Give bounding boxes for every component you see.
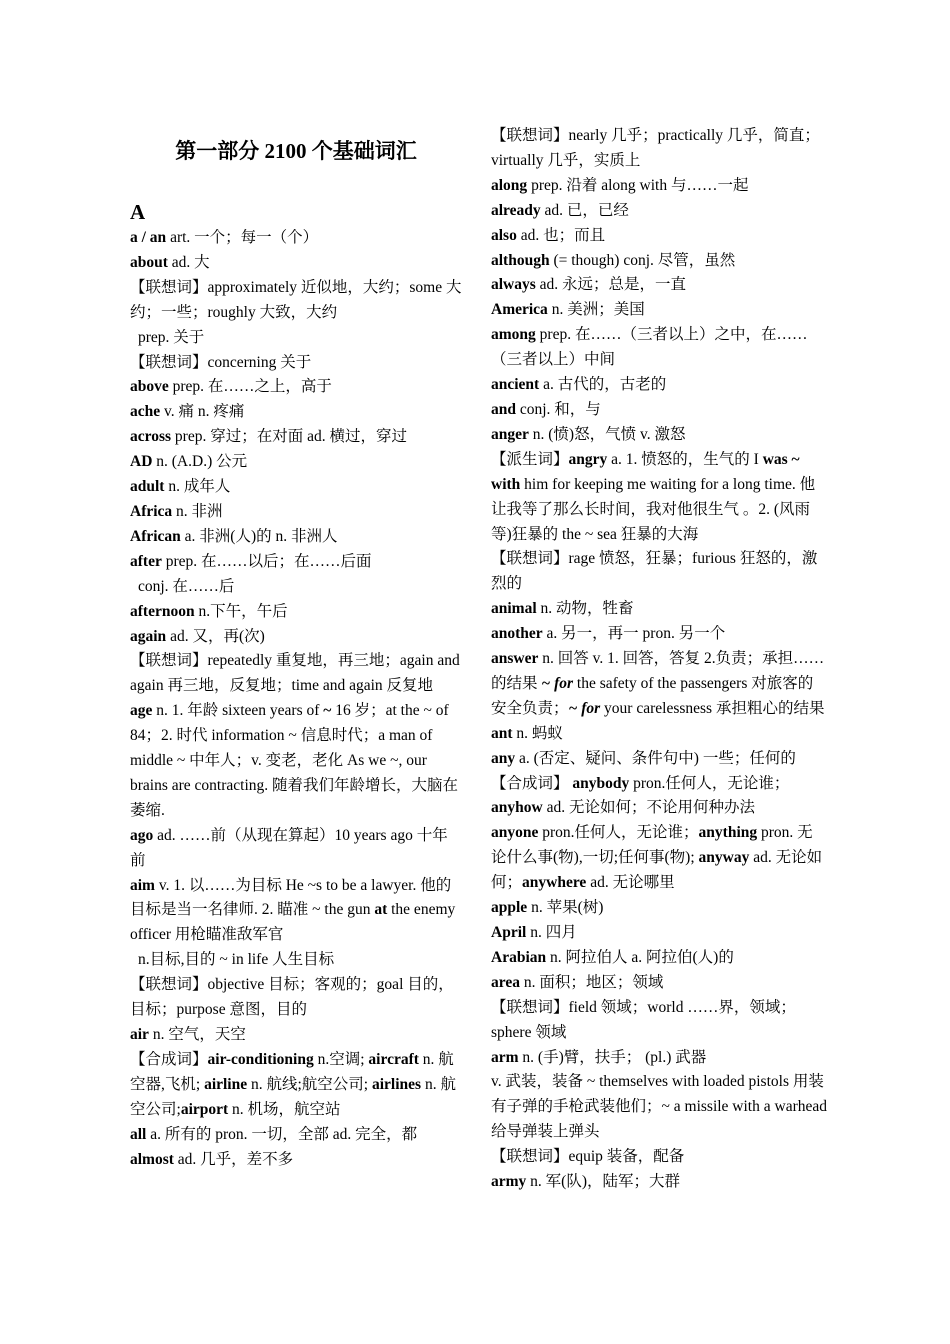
- entry-text: a. 古代的，古老的: [539, 376, 667, 394]
- dictionary-entry: [130, 400, 462, 425]
- dictionary-entry: [130, 973, 462, 1023]
- entry-text: 16 岁；at the ~ of 84；2. 时代 information ~ 信息时代；a man of middle ~ 中年人；v. 变老，老化 As we ~, our brains are contracting. 随着我们年龄增长，大脑在萎缩.: [130, 702, 459, 819]
- dictionary-entry: [130, 500, 462, 525]
- dictionary-entry: [491, 174, 827, 199]
- dictionary-entry: [491, 772, 827, 822]
- dictionary-entry: [491, 1145, 827, 1170]
- entry-text: 【合成词】: [491, 774, 573, 792]
- entry-text: n. 军(队)，陆军；大群: [526, 1173, 680, 1191]
- headword: arm: [491, 1048, 519, 1066]
- headword: again: [130, 627, 167, 645]
- headword: across: [130, 428, 172, 446]
- headword: ancient: [491, 376, 540, 394]
- entry-text: 【合成词】: [130, 1050, 208, 1068]
- entry-text: 【联想词】concerning 关于: [130, 353, 312, 371]
- entry-text: n. (A.D.) 公元: [152, 453, 248, 471]
- entry-text: a. 非洲(人)的 n. 非洲人: [180, 527, 338, 545]
- dictionary-entry: [130, 874, 462, 949]
- entry-text: ad. 几乎，差不多: [173, 1150, 294, 1168]
- headword: area: [491, 973, 520, 991]
- dictionary-entry: [130, 375, 462, 400]
- entry-text: 【联想词】equip 装备，配备: [491, 1148, 685, 1166]
- dictionary-entry: [491, 249, 827, 274]
- headword: among: [491, 326, 536, 344]
- dictionary-entry: [130, 1148, 462, 1173]
- dictionary-entry: [491, 622, 827, 647]
- dictionary-entry: [130, 824, 462, 874]
- headword: air: [130, 1026, 149, 1043]
- headword: anybody: [572, 774, 630, 792]
- headword: afternoon: [130, 602, 195, 620]
- entry-text: (= though) conj. 尽管，虽然: [549, 251, 736, 269]
- dictionary-entry: [130, 948, 462, 973]
- headword: angry: [568, 450, 608, 468]
- headword: anyway: [698, 849, 750, 867]
- entry-text: ad. 无论如何；不论用何种办法: [542, 799, 755, 817]
- headword: almost: [130, 1150, 174, 1168]
- entry-text: n. 1. 年龄 sixteen years of: [152, 702, 324, 720]
- headword: all: [130, 1125, 147, 1143]
- entry-text: prep. 在……（三者以上）之中，在……（三者以上）中间: [491, 326, 808, 369]
- entry-text: the enemy officer 用枪瞄准敌军官: [130, 901, 456, 944]
- headword: airline: [204, 1075, 248, 1093]
- entry-text: prep. 沿着 along with 与……一起: [527, 176, 749, 194]
- headword: always: [491, 276, 536, 294]
- headword: apple: [491, 899, 528, 917]
- dictionary-entry: [491, 373, 827, 398]
- dictionary-entry: [491, 124, 827, 174]
- dictionary-entry: [130, 575, 462, 600]
- headword: at: [374, 901, 388, 919]
- entry-text: n. 航空公司;: [130, 1075, 456, 1118]
- dictionary-entry: [491, 1046, 827, 1071]
- entry-text: him for keeping me waiting for a long time. 他让我等了那么长时间，我对他很生气 。2. (风雨等)狂暴的 the ~ sea 狂暴的大海: [491, 475, 816, 543]
- dictionary-entry: [130, 550, 462, 575]
- entry-text: n. 回答 v. 1. 回答，答复 2.负责；承担……的结果: [491, 650, 825, 692]
- entry-text: prep. 关于: [138, 328, 205, 346]
- entry-text: n. (愤)怒，气愤 v. 激怒: [528, 425, 686, 443]
- headword: after: [130, 552, 162, 570]
- right-column: [491, 124, 827, 1195]
- dictionary-entry: [130, 1123, 462, 1148]
- dictionary-entry: [491, 423, 827, 448]
- headword: and: [491, 400, 516, 418]
- entry-text: ad. ……前（从现在算起）10 years ago 十年前: [130, 826, 448, 869]
- entry-text: v. 武装，装备 ~ themselves with loaded pistols 用装有子弹的手枪武装他们；~ a missile with a warhead 给导弹装上弹头: [491, 1073, 827, 1141]
- dictionary-entry: [130, 600, 462, 625]
- dictionary-entry: [491, 996, 827, 1046]
- dictionary-entry: [130, 475, 462, 500]
- dictionary-entry: [491, 647, 827, 722]
- headword: airport: [180, 1100, 229, 1118]
- headword: ~ for: [568, 699, 601, 717]
- headword: ache: [130, 403, 161, 421]
- entry-text: ad. 又，再(次): [166, 627, 265, 645]
- headword: along: [491, 176, 528, 194]
- entry-text: 【联想词】approximately 近似地，大约；some 大约；一些；roughly 大致，大约: [130, 278, 462, 321]
- entry-text: ad. 无论哪里: [586, 874, 675, 892]
- entry-text: the safety of the passengers 对旅客的安全负责；: [491, 674, 814, 717]
- headword: anyhow: [491, 799, 543, 817]
- dictionary-entry: [130, 351, 462, 376]
- dictionary-entry: [491, 1170, 827, 1195]
- entry-text: conj. 和，与: [516, 400, 601, 418]
- entry-text: 【联想词】field 领域；world ……界，领域；sphere 领域: [491, 998, 796, 1041]
- entry-text: 【派生词】: [491, 450, 569, 468]
- headword: about: [130, 253, 168, 271]
- entry-text: pron.任何人，无论谁；: [629, 774, 790, 792]
- dictionary-entry: [130, 425, 462, 450]
- dictionary-entry: [130, 1048, 462, 1123]
- headword: any: [491, 749, 516, 767]
- entry-text: ad. 大: [167, 253, 210, 271]
- headword: anger: [491, 425, 529, 443]
- entry-text: n. 四月: [526, 924, 577, 941]
- entry-text: your carelessness 承担粗心的结果: [600, 699, 825, 717]
- dictionary-entry: [491, 323, 827, 373]
- entry-text: v. 1. 以……为目标 He ~s to be a lawyer. 他的目标是当一名律师. 2. 瞄准 ~ the gun: [130, 876, 452, 919]
- headword: anyone: [491, 824, 539, 842]
- entry-text: prep. 在……之上，高于: [168, 378, 332, 396]
- dictionary-entry: [130, 699, 462, 824]
- dictionary-entry: [491, 224, 827, 249]
- entry-text: conj. 在……后: [138, 577, 235, 595]
- headword: African: [130, 527, 181, 545]
- entry-text: ad. 无论如何；: [491, 849, 823, 892]
- dictionary-entry: [130, 251, 462, 276]
- dictionary-entry: [491, 273, 827, 298]
- entry-text: n. 面积；地区；领域: [519, 973, 664, 991]
- dictionary-entry: [491, 722, 827, 747]
- entry-text: n. 航线;航空公司;: [247, 1075, 372, 1093]
- headword: also: [491, 226, 517, 244]
- entry-text: a. (否定、疑问、条件句中) 一些；任何的: [515, 749, 796, 767]
- dictionary-entry: [130, 450, 462, 475]
- headword: ~ for: [541, 674, 574, 692]
- entry-text: art. 一个；每一（个）: [166, 229, 319, 246]
- entry-text: ad. 永远；总是，一直: [535, 276, 687, 294]
- entry-text: n. 航空器,飞机;: [130, 1050, 454, 1093]
- entry-text: ad. 也；而且: [516, 226, 606, 244]
- dictionary-entry: [130, 649, 462, 699]
- entry-text: n. 非洲: [172, 502, 223, 520]
- entry-text: prep. 在……以后；在……后面: [161, 552, 372, 570]
- dictionary-entry: [491, 597, 827, 622]
- headword: was ~ with: [491, 450, 800, 493]
- headword: army: [491, 1173, 527, 1191]
- entry-text: n. 成年人: [164, 478, 231, 496]
- dictionary-entry: [491, 946, 827, 971]
- dictionary-entry: [130, 276, 462, 326]
- right-entry-list: [491, 124, 827, 1195]
- headword: air-conditioning: [207, 1050, 314, 1068]
- headword: already: [491, 201, 541, 219]
- entry-text: 【联想词】repeatedly 重复地，再三地；again and again 再三地，反复地；time and again 反复地: [130, 652, 460, 695]
- entry-text: v. 痛 n. 疼痛: [160, 403, 245, 421]
- headword: adult: [130, 478, 165, 496]
- entry-text: prep. 穿过；在对面 ad. 横过，穿过: [171, 428, 407, 446]
- headword: animal: [491, 600, 537, 618]
- entry-text: a. 另一，再一 pron. 另一个: [542, 625, 726, 643]
- entry-text: pron.任何人，无论谁；: [538, 824, 699, 842]
- dictionary-entry: [130, 625, 462, 650]
- entry-text: a. 所有的 pron. 一切，全部 ad. 完全，都: [146, 1125, 418, 1143]
- left-column: [130, 137, 462, 1172]
- dictionary-entry: [491, 747, 827, 772]
- left-entry-list: [130, 226, 462, 1172]
- dictionary-entry: [491, 398, 827, 423]
- headword: April: [491, 924, 527, 941]
- entry-text: n. 苹果(树): [527, 899, 604, 917]
- dictionary-entry: [491, 896, 827, 921]
- section-letter: A: [130, 200, 146, 224]
- entry-text: a. 1. 愤怒的，生气的 I: [607, 450, 763, 468]
- headword: Arabian: [491, 948, 547, 966]
- headword: ~: [323, 702, 332, 720]
- headword: although: [491, 251, 550, 269]
- dictionary-entry: [491, 298, 827, 323]
- headword: America: [491, 301, 548, 319]
- dictionary-entry: [491, 821, 827, 896]
- dictionary-entry: [130, 326, 462, 351]
- dictionary-entry: [130, 1023, 462, 1048]
- headword: AD: [130, 453, 153, 471]
- headword: airlines: [372, 1075, 422, 1093]
- entry-text: n.目标,目的 ~ in life 人生目标: [138, 951, 335, 969]
- headword: another: [491, 625, 543, 643]
- entry-text: 【联想词】objective 目标；客观的；goal 目的，目标；purpose 意图，目的: [130, 976, 454, 1019]
- headword: ago: [130, 826, 154, 844]
- headword: anything: [698, 824, 758, 842]
- dictionary-entry: [491, 547, 827, 597]
- headword: ant: [491, 724, 513, 742]
- headword: anywhere: [522, 874, 587, 892]
- headword: aim: [130, 876, 155, 894]
- entry-text: n. 阿拉伯人 a. 阿拉伯(人)的: [546, 948, 734, 966]
- entry-text: n. 机场，航空站: [228, 1100, 341, 1118]
- entry-text: n. 空气，天空: [148, 1026, 246, 1043]
- entry-text: n. 美洲；美国: [547, 301, 645, 319]
- entry-text: n. (手)臂，扶手； (pl.) 武器: [518, 1048, 707, 1066]
- dictionary-entry: [491, 971, 827, 996]
- entry-text: pron. 无论什么事(物),一切;任何事(物);: [491, 824, 813, 867]
- headword: above: [130, 378, 169, 396]
- entry-text: n.下午，午后: [194, 602, 288, 620]
- headword: Africa: [130, 502, 173, 520]
- dictionary-entry: [491, 921, 827, 946]
- headword: aircraft: [368, 1050, 419, 1068]
- page-title: 第一部分 2100 个基础词汇: [175, 139, 417, 163]
- entry-text: n.空调;: [313, 1050, 369, 1068]
- dictionary-entry: [491, 1070, 827, 1145]
- dictionary-entry: [130, 525, 462, 550]
- entry-text: 【联想词】rage 愤怒，狂暴；furious 狂怒的，激烈的: [491, 550, 818, 593]
- entry-text: 【联想词】nearly 几乎；practically 几乎，简直；virtually 几乎，实质上: [491, 127, 820, 169]
- headword: a / an: [130, 229, 167, 246]
- entry-text: ad. 已，已经: [540, 201, 629, 219]
- entry-text: n. 蚂蚁: [512, 724, 563, 742]
- entry-text: n. 动物，牲畜: [536, 600, 634, 618]
- dictionary-entry: [491, 448, 827, 548]
- dictionary-entry: [130, 226, 462, 251]
- headword: age: [130, 702, 153, 720]
- headword: answer: [491, 650, 539, 668]
- dictionary-entry: [491, 199, 827, 224]
